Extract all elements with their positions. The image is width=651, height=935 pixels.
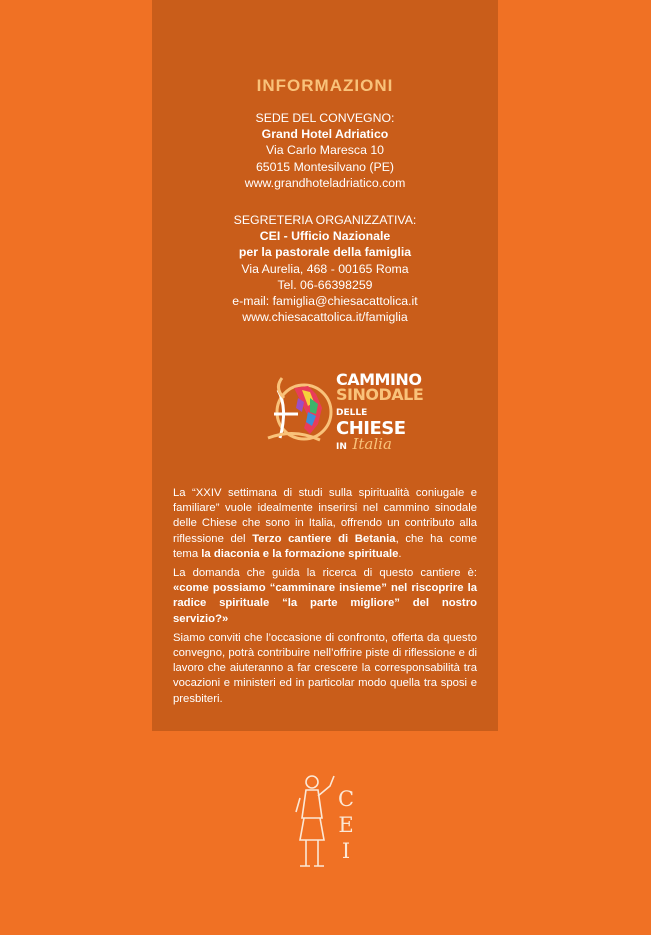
synod-logo-text [336, 372, 426, 455]
secretariat-email-link[interactable]: e-mail: famiglia@chiesacattolica.it [232, 294, 418, 309]
logo-small: DELLE [336, 408, 368, 418]
logo-line3: CHIESE [336, 418, 406, 439]
venue-website-link[interactable]: www.grandhoteladriatico.com [244, 175, 406, 190]
logo-line2: SINODALE [336, 385, 424, 404]
logo-line1: CAMMINO [336, 370, 422, 389]
secretariat-org-line1: CEI - Ufficio Nazionale [259, 229, 391, 244]
cei-letters [336, 786, 356, 864]
venue-street: Via Carlo Maresca 10 [265, 143, 384, 158]
p1-text-c: , che ha come tema [173, 532, 477, 560]
cei-letter-c: C [337, 787, 355, 811]
p1-bold-b: Terzo cantiere di Betania [252, 532, 396, 545]
cei-letter-i: I [341, 839, 351, 863]
paragraph-1 [173, 486, 477, 562]
info-panel [152, 0, 498, 731]
secretariat-heading: SEGRETERIA ORGANIZZATIVA: [233, 213, 417, 227]
venue-name: Grand Hotel Adriatico [261, 127, 389, 142]
logo-in: IN [336, 442, 347, 452]
secretariat-phone: Tel. 06-66398259 [277, 277, 373, 292]
secretariat-address: Via Aurelia, 468 - 00165 Roma [241, 261, 409, 276]
cei-letter-e: E [338, 813, 354, 837]
description-text [173, 486, 477, 711]
page-title: INFORMAZIONI [256, 76, 394, 95]
logo-line4: Italia [352, 435, 392, 453]
paragraph-2 [173, 566, 477, 627]
venue-heading: SEDE DEL CONVEGNO: [255, 111, 395, 125]
p1-text-a: La “XXIV settimana di studi sulla spiritualità coniugale e familiare” vuole idealmente inserirsi nel cammino sinodale delle Chiese che sono in Italia, offrendo un contributo alla riflessione del [173, 487, 477, 545]
secretariat-website-link[interactable]: www.chiesacattolica.it/famiglia [242, 310, 408, 325]
p1-text-e: . [398, 547, 402, 560]
paragraph-3: Siamo conviti che l’occasione di confronto, offerta da questo convegno, potrà contribuire nell’offrire piste di riflessione e di lavoro che aiuteranno a far crescere la corresponsabilità tra vocazioni e ministeri ed in particolar modo quella tra sposi e presbiteri. [173, 631, 477, 705]
secretariat-block [152, 212, 498, 325]
venue-city: 65015 Montesilvano (PE) [255, 159, 395, 174]
p2-text-a: La domanda che guida la ricerca di questo cantiere è: [173, 567, 477, 580]
p2-bold-b: «come possiamo “camminare insieme” nel riscoprire la radice spirituale “la parte migliore” del nostro servizio?» [173, 582, 477, 625]
p1-bold-d: la diaconia e la formazione spirituale [201, 547, 399, 560]
secretariat-org-line2: per la pastorale della famiglia [238, 245, 412, 260]
venue-block [152, 110, 498, 191]
